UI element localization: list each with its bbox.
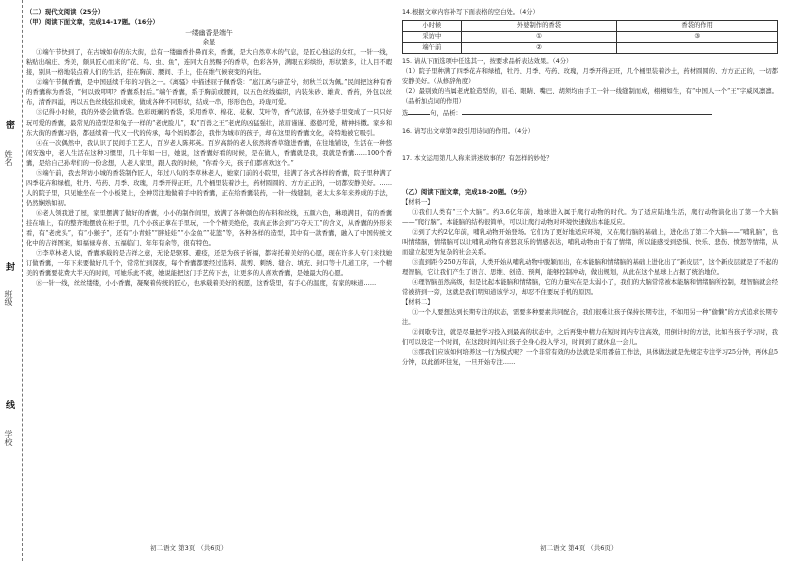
- table-header-row: [403, 21, 778, 32]
- binding-mark-3: 线: [4, 400, 14, 409]
- part-a-heading: （甲）阅读下面文章，完成14-17题。（16分）: [26, 19, 159, 27]
- essay-paragraph: ⑧一针一线，丝丝缕缕，小小香囊，凝聚着传统的匠心，也承载着美好的祝愿，这香袋里，有手心的温度，有家的味道……: [36, 280, 377, 288]
- answer-blank[interactable]: [462, 107, 712, 115]
- essay-paragraph: ④在一次偶然中，我认识了民间手工艺人，百岁老人陈邦英。百岁高龄的老人依然将香草缝进香囊，在往地铺设，生活在一种悠闲安逸中，老人生活在这种习惯里，几十年如一日，她说，这香囊好看的时候，是在做人，香囊就是我，我就是香囊……100个香囊，是给自己孙辈们的一份念想，人老人家里，跟人我的时候，“你看今天，孩子们都喜欢这个。”: [26, 139, 392, 167]
- footer-right: 初二语文 第4页 （共6页）: [540, 544, 618, 552]
- class-label: 班级: [4, 290, 13, 306]
- table-cell[interactable]: ②: [461, 43, 617, 54]
- table-header: 香袋的作用: [617, 21, 778, 32]
- question-15-option-1: （1）院子里种满了四季花卉和绿植，牡丹、月季、芍药、玫瑰，月季开得正旺，几个桶里装着沙土，药材圆圆的、方方正正的，一切都安静美好。（从修辞角度）: [402, 68, 778, 86]
- table-row: [403, 43, 778, 54]
- essay-paragraph: ②端午节佩香囊，是中国延续千年的习俗之一。《离骚》中描述屈子佩香袋：“扈江离与辟芷兮，纫秋兰以为佩。”民间把这种有香的香囊称为香袋，“何以致叩叩？香囊系肘后。”端午香囊，系于胸前或腰间，以五色丝线编织，内装朱砂、雄黄、香药，外包以丝布，清香四溢，再以五色丝线弦扣成索，做成各种不同形状，结成一串，形形色色，玲珑可爱。: [26, 79, 392, 107]
- part-b-heading: （乙）阅读下面文章，完成18-20题。（9分）: [402, 188, 531, 196]
- table-row: [403, 32, 778, 43]
- answer-label: 句，品析：: [430, 110, 462, 118]
- table-header: 外婆制作的香袋: [461, 21, 617, 32]
- table-cell[interactable]: ③: [617, 32, 778, 43]
- essay-author: 余显: [202, 39, 216, 47]
- essay-paragraph: ⑦李草林老人说，香囊承载的是吉祥之意，无论是驱邪、避疫，还是为孩子祈福，都寄托着美好的心愿，现在许多人专门来找她订做香囊，一年下来要做好几千个，常常忙到深夜，每个香囊都要经过选料、裁剪、刺绣、缝合、填充、封口等十几道工序，一个精美的香囊要花费大半天的时间，可她乐此不疲，她说能把这门手艺传下去，让更多的人喜欢香囊，是她最大的心愿。: [26, 250, 392, 278]
- essay-paragraph: ③记得小时候，我的外婆会做香袋。色彩斑斓的香袋，采用香草、棉花、花椒、艾叶等，香气浓郁，在外婆手里变成了一只只好玩可爱的香囊，最常见的造型是和兔子一样的“老虎脸儿”，取“百兽之王”老虎的凶猛强壮，浓眉谨谨、憨憨可爱，精神抖擞。家乡和东大街的香囊习俗，都延续着一代又一代的传承，每个妈妈都会，我作为城市的孩子，却在这里的香囊文化，奇特地被它吸引。: [26, 109, 392, 137]
- question-15-answer-line: [402, 107, 778, 119]
- binding-mark-1: 密: [4, 120, 14, 129]
- table-cell[interactable]: ①: [461, 32, 617, 43]
- material-paragraph: ②间歇专注，就是尽量把学习投入到最高的状态中，之后再集中精力在短时间内专注高效，用倒计时的方法，比如当孩子学习时，我们可以设定一个时间，在这段时间内让孩子全身心投入学习，时间到了就休息一会儿。: [402, 329, 778, 347]
- table-header: 小时候: [403, 21, 462, 32]
- material-2-label: 【材料二】: [402, 299, 434, 307]
- question-17: 17. 本文运用第几人称来讲述故事的？有怎样的妙处？: [402, 154, 553, 162]
- binding-mark-2: 封: [4, 262, 14, 271]
- binding-margin: [0, 0, 23, 561]
- question-14: 14.根据文章内容补写下面表格的空白处。（4分）: [402, 9, 539, 16]
- essay-paragraph: ⑥老人领我进了屋，家里摆满了做好的香囊，小小的制作间里，放满了各种颜色的布料和丝线，五颜六色，琳琅满目，有的香囊挂在墙上，有的整齐地摆放在柜子里，几个小孩正拿在手里玩，一个个精美绝伦，我真正体会到“巧夺天工”的含义，从香囊的外形来看，有“老虎头”，有“小猴子”，还有“小青蛙”“胖娃娃”“小金鱼”“花篮”等，各种各样的造型，其中有一款香囊，融入了中国传统文化中的吉祥图案，如福禄寿喜、五福临门、年年有余等，很有特色。: [26, 209, 392, 248]
- section-title: （二）现代文阅读（25分）: [26, 9, 105, 16]
- essay-paragraph: ①端午节快到了，在古城如春的东大街，总有一缕幽香扑鼻而来，香囊，是大自然草木的气息，是匠心独运的女红，一针一线，粘贴出端庄、秀美，颇具匠心而来的“花、鸟、虫、鱼”，连同大自然赐予的香草，色彩各异，满眼五彩缤纷，形状繁多，让人目不暇接，别具一格地装点着人们的生活，挂在胸前、腰间、手上，佳在维气候衰变的向往。: [26, 49, 392, 77]
- question-15-option-2: （2）最别致的当属老虎脸造型的，眉毛、眼睛、嘴巴、胡须均由手工一针一线缝制而成，栩栩如生，有“中国人一个“王”字威风凛凛。（品析加点词的作用）: [402, 88, 778, 106]
- material-paragraph: ③直到距今250万年前，人类开始从哺乳动物中脱颖而出，在本能脑和情绪脑的基础上进化出了“新皮层”，这个新皮层就是了不起的理智脑，它让我们产生了语言、思维、创造、预判，能够控制冲动，做出规划，从此在这个星球上占据了统治地位。: [402, 258, 778, 276]
- essay-paragraph: ⑤端午前，我去拜访小城的香袋制作匠人，年过八旬的李草林老人，她家门前的小院里，挂满了各式各样的香囊，院子里种满了四季花卉和绿植，牡丹、芍药、月季、玫瑰，月季开得正旺，几个桶里装着沙土，药材圆圆的、方方正正的，一切都安静美好。……人的院子里，只见她坐在一个小板凳上，全神贯注地做着手中的香囊，正在给香囊装药，一针一线缝制，老太太多年来养成的手法，仍然娴熟如初。: [26, 169, 392, 207]
- name-label: 姓名: [4, 150, 13, 166]
- question-15: 15. 请从下面选项中任选其一，按要求品析表达效果。（4分）: [402, 58, 573, 66]
- material-1-label: 【材料一】: [402, 198, 434, 206]
- material-paragraph: ①我们人类有“三个大脑”。约3.6亿年前，地球进入属于爬行动物的时代。为了适应陆地生活，爬行动物演化出了第一个大脑——“爬行脑”。本能脑的结构很简单，可以让爬行动物对环境快速做出本能反应。: [402, 208, 778, 226]
- material-paragraph: ②到了大约2亿年前，哺乳动物开始登场。它们为了更好地适应环境，又在爬行脑的基础上，进化出了第二个大脑——“哺乳脑”，也叫情绪脑，情绪脑可以让哺乳动物有喜怒哀乐的情感表达，哺乳动物由于有了情绪，所以能感受到恐惧、快乐、悲伤、愤怒等情绪，从而建立起更为复杂的社会关系。: [402, 228, 778, 256]
- left-page: [26, 8, 392, 289]
- right-page: [402, 8, 778, 368]
- table-cell[interactable]: [617, 43, 778, 54]
- school-label: 学校: [4, 430, 13, 446]
- material-paragraph: ④理智脑虽然高级，但是比起本能脑和情绪脑，它的力量实在是太弱小了，我们的大脑常常被本能脑和情绪脑所控制，理智脑就会经常被挤到一旁，这就是我们明知道该学习，却忍不住要玩手机的原因。: [402, 278, 778, 297]
- table-cell: 端午前: [403, 43, 462, 54]
- fill-table: [402, 20, 778, 54]
- question-16: 16. 请写出文章第②段引用诗词的作用。（4分）: [402, 128, 534, 136]
- material-paragraph: ③那我们应该如何培养这一行为模式呢？一个非常有效的办法就是采用番茄工作法，具体做法就是先规定专注学习25分钟，再休息5分钟，以此循环往复，一旦开始专注……: [402, 349, 778, 367]
- essay-title: 一缕幽香是端午: [185, 29, 233, 38]
- choice-blank[interactable]: [408, 107, 430, 115]
- material-paragraph: ①一个人要想达到长期专注的状态，需要多种要素共同配合，我们很难让孩子保持长期专注，不如用另一种“偷懒”的方式追求长期专注。: [402, 309, 778, 327]
- choice-label: 选: [402, 110, 409, 118]
- table-cell: 采访中: [403, 32, 462, 43]
- footer-left: 初二语文 第3页 （共6页）: [150, 544, 228, 552]
